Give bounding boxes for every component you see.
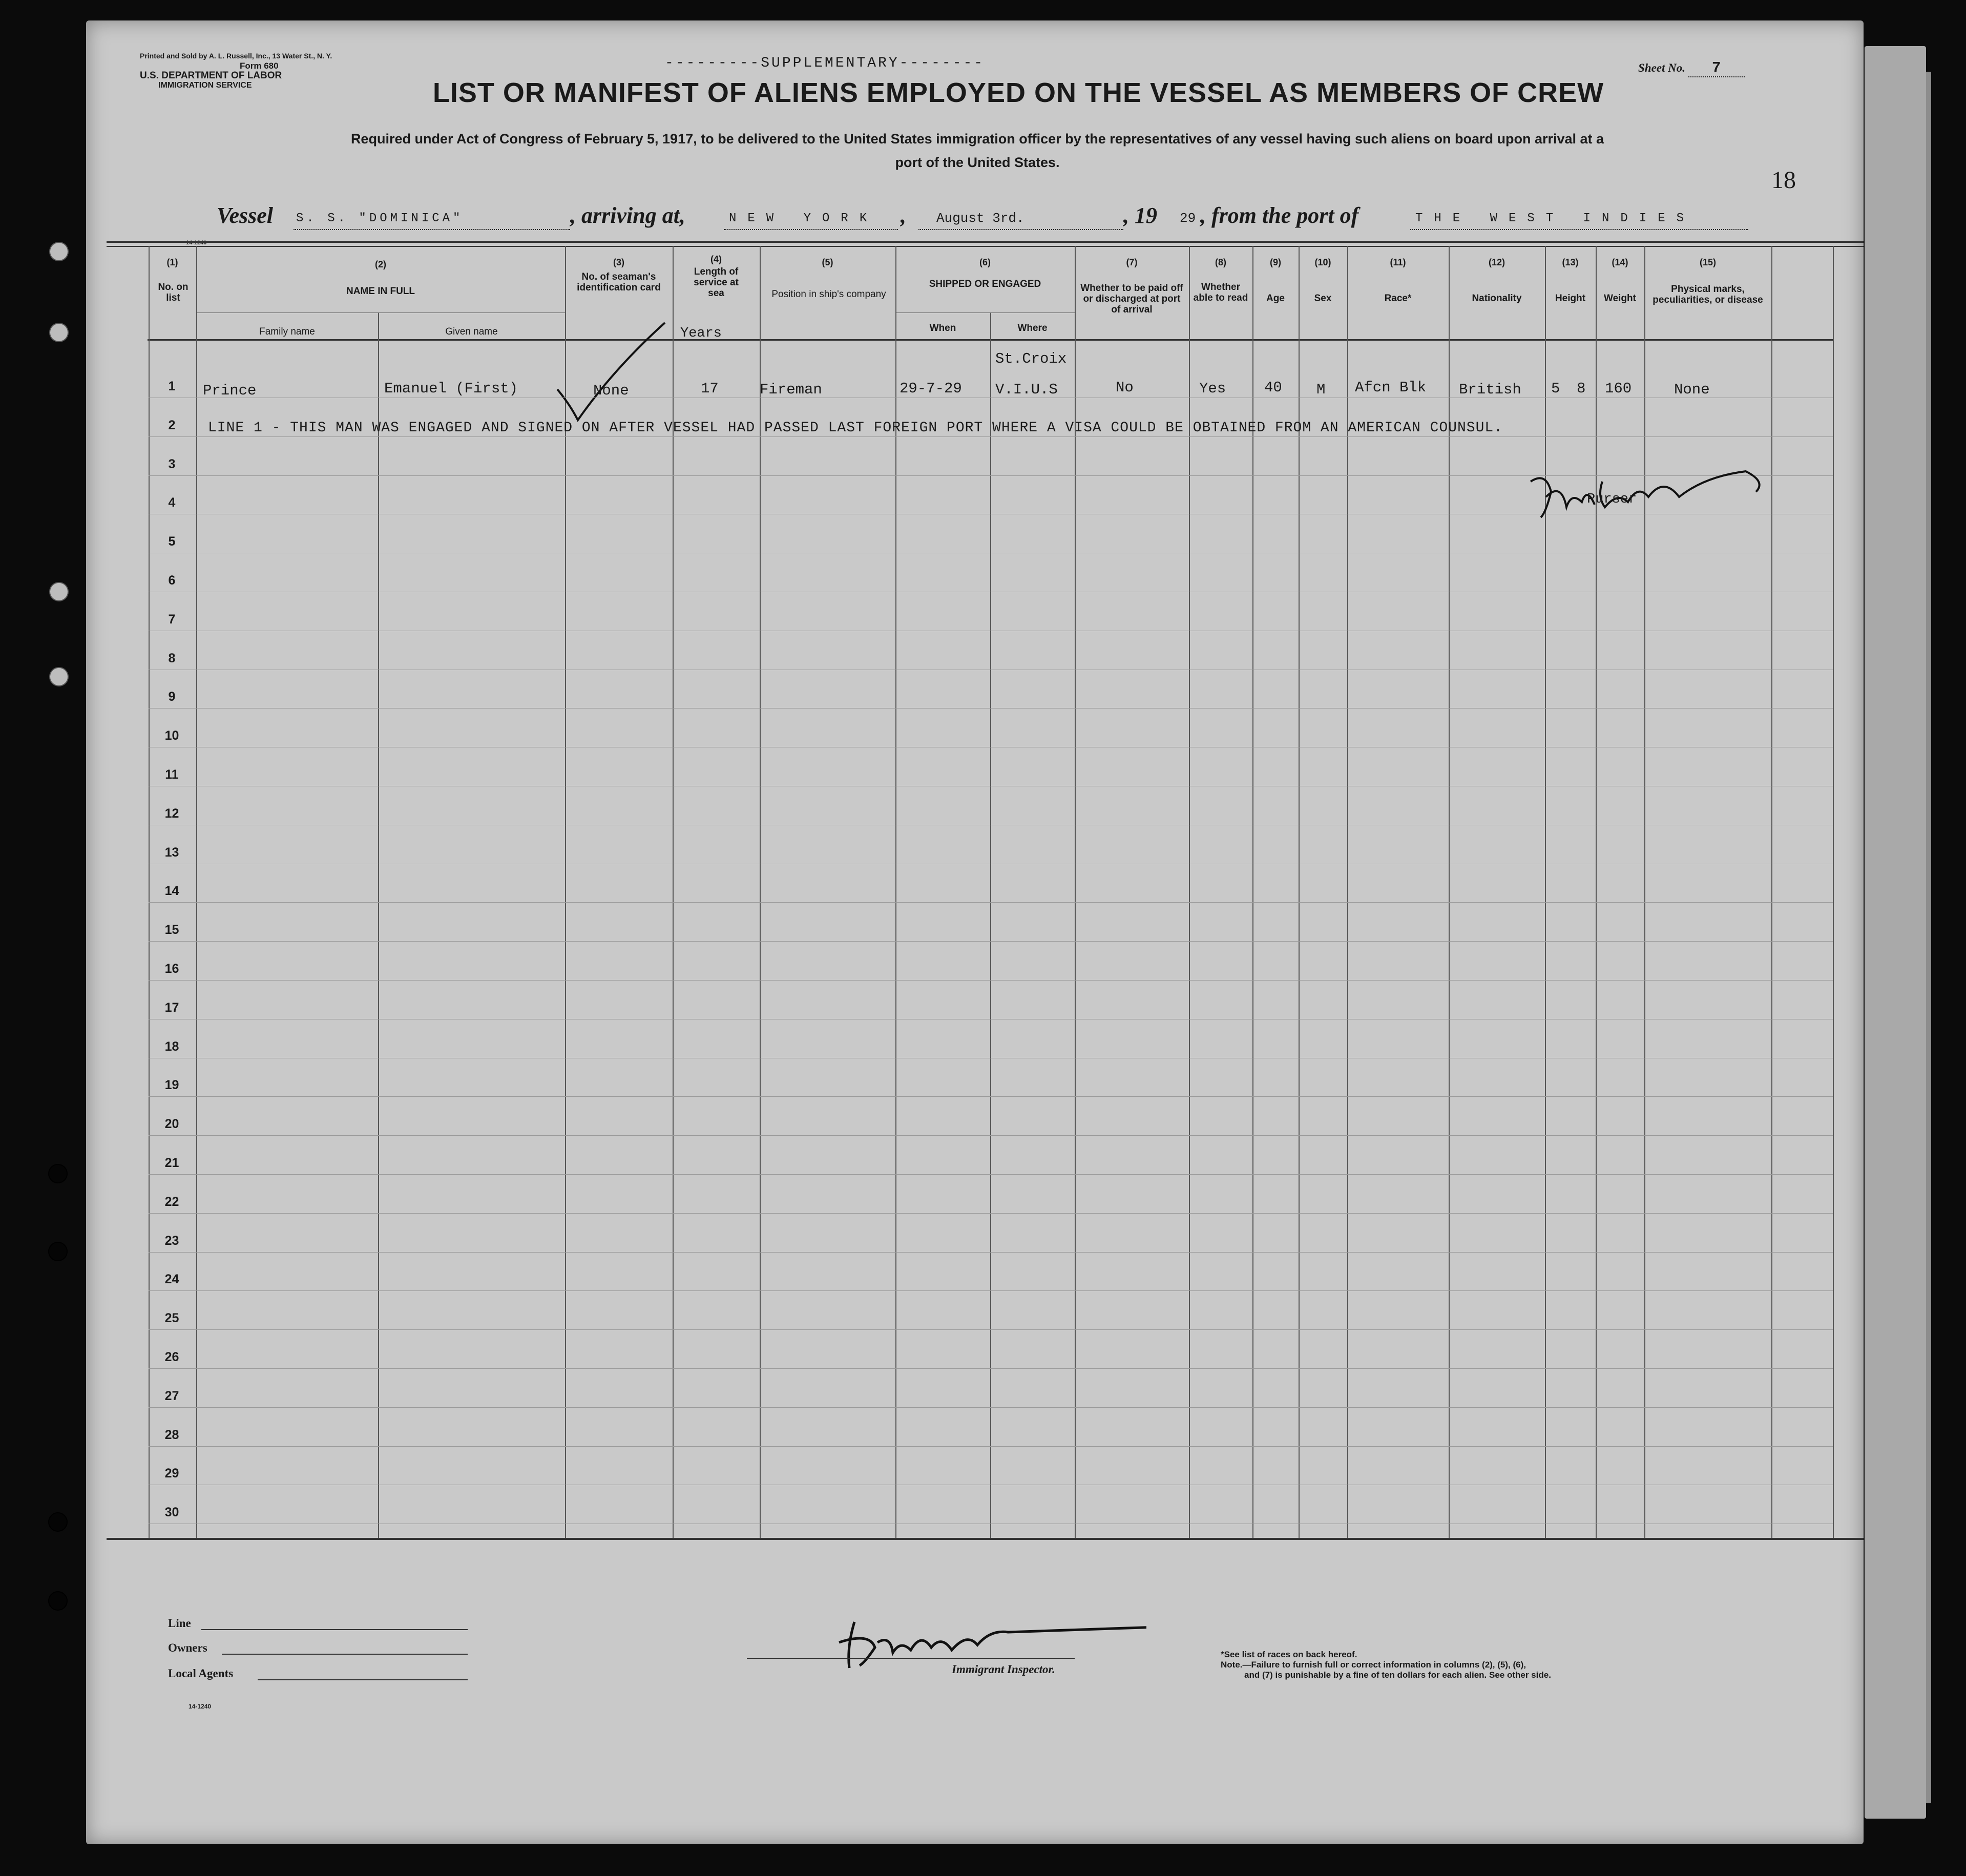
vessel-line	[217, 202, 1805, 233]
col14-number: (14)	[1612, 257, 1628, 267]
row-number: 11	[165, 767, 179, 782]
vessel-label: Vessel	[217, 203, 273, 228]
entry-service: 17	[701, 380, 719, 397]
col1-header: No. on list	[158, 282, 189, 303]
page-subtitle	[189, 127, 1766, 174]
row-number: 27	[164, 1388, 179, 1403]
col3-number: (3)	[613, 257, 624, 267]
row-number: 7	[168, 612, 176, 627]
years-note: Years	[680, 326, 722, 341]
row-rule	[149, 1096, 1833, 1097]
year-suffix: 29	[1180, 211, 1196, 226]
table-top-rule	[107, 241, 1864, 243]
footer-note-3: and (7) is punishable by a fine of ten dollars for each alien. See other side.	[1244, 1670, 1551, 1680]
row-number: 22	[164, 1194, 179, 1209]
col12-number: (12)	[1488, 257, 1505, 267]
col5-header: Position in ship's company	[771, 289, 886, 300]
footer-note-1: *See list of races on back hereof.	[1221, 1650, 1357, 1659]
subtitle-line-2: port of the United States.	[895, 155, 1060, 170]
footer-local-agents-label: Local Agents	[168, 1667, 234, 1680]
row-number: 23	[164, 1233, 179, 1248]
department-name: U.S. DEPARTMENT OF LABOR	[140, 70, 282, 81]
row-number: 12	[164, 806, 179, 821]
row-rule	[149, 1135, 1833, 1136]
col14-header: Weight	[1604, 293, 1636, 304]
row-number: 8	[168, 651, 176, 665]
arriving-port: NEW YORK	[729, 212, 879, 225]
col2-number: (2)	[375, 259, 386, 269]
col6-header: SHIPPED OR ENGAGED	[929, 279, 1041, 289]
row-number: 18	[164, 1039, 179, 1054]
stamp-number: 18	[1771, 166, 1796, 194]
row-rule	[149, 1213, 1833, 1214]
row-number: 15	[164, 923, 179, 937]
row-number: 3	[168, 456, 176, 471]
col2b-header: Given name	[445, 326, 498, 337]
row-number: 13	[164, 845, 179, 860]
row-rule	[149, 1446, 1833, 1447]
col8-header: Whether able to read	[1193, 282, 1248, 303]
col1-number: (1)	[166, 257, 178, 267]
footer-owners-label: Owners	[168, 1641, 207, 1654]
entry-height-in: 8	[1577, 380, 1586, 397]
row-number: 30	[164, 1505, 179, 1520]
entry-when: 29-7-29	[900, 380, 962, 397]
vessel-name: S. S. "DOMINICA"	[296, 212, 464, 225]
col13-header: Height	[1555, 293, 1586, 304]
purser-signature-icon	[1510, 461, 1776, 528]
manifest-sheet	[86, 20, 1864, 1844]
row-number: 5	[168, 534, 176, 549]
sheet-number: 7	[1688, 59, 1745, 77]
row-rule	[149, 1368, 1833, 1369]
entry-family-name: Prince	[203, 382, 257, 399]
checkmark-icon	[547, 312, 670, 430]
col13-number: (13)	[1562, 257, 1579, 267]
col10-header: Sex	[1314, 293, 1332, 304]
inspector-label: Immigrant Inspector.	[952, 1663, 1055, 1676]
row-number: 16	[164, 962, 179, 976]
punch-hole	[49, 323, 69, 342]
col2a-header: Family name	[259, 326, 315, 337]
entry-age: 40	[1264, 379, 1282, 396]
punch-hole	[48, 1512, 68, 1532]
entry-weight: 160	[1605, 380, 1632, 397]
row-number: 25	[164, 1311, 179, 1326]
row-rule	[149, 436, 1833, 437]
punch-hole	[48, 1242, 68, 1261]
entry-given-name: Emanuel (First)	[384, 380, 518, 397]
from-port-label: , from the port of	[1200, 203, 1359, 228]
footer-line-label: Line	[168, 1617, 191, 1630]
arriving-comma: ,	[901, 203, 906, 228]
form-code-top: 14-1240	[186, 240, 207, 246]
row-rule	[149, 941, 1833, 942]
col4-header: Length of service at sea	[694, 266, 739, 299]
row-number: 28	[164, 1427, 179, 1442]
form-number: Form 680	[240, 61, 279, 71]
entry-position: Fireman	[760, 381, 822, 398]
col6a-header: When	[929, 323, 956, 333]
col9-header: Age	[1266, 293, 1285, 304]
punch-hole	[48, 1164, 68, 1183]
col11-number: (11)	[1390, 257, 1406, 267]
col2-header: NAME IN FULL	[346, 286, 415, 297]
col8-number: (8)	[1215, 257, 1226, 267]
row-number: 4	[168, 495, 176, 510]
header-block	[140, 51, 386, 90]
entry-id-card: None	[593, 382, 629, 399]
remark-line: LINE 1 - THIS MAN WAS ENGAGED AND SIGNED ON AFTER VESSEL HAD PASSED LAST FOREIGN PORT WHERE A VISA COULD BE OBTAINED FROM AN AMERICAN COUNSUL.	[208, 420, 1503, 436]
purser-label: Purser	[1587, 492, 1637, 507]
punch-hole	[49, 667, 69, 686]
col9-number: (9)	[1270, 257, 1281, 267]
row-rule	[149, 1407, 1833, 1408]
page-edge	[1865, 46, 1926, 1819]
table-bottom-rule	[107, 1538, 1864, 1540]
row-number: 20	[164, 1117, 179, 1132]
row-number: 24	[164, 1272, 179, 1287]
punch-hole	[49, 242, 69, 261]
sheet-label: Sheet No.	[1638, 61, 1685, 74]
entry-where-line2: V.I.U.S	[995, 381, 1058, 398]
entry-sex: M	[1316, 381, 1326, 398]
arriving-label: , arriving at,	[570, 203, 685, 228]
col5-number: (5)	[822, 257, 833, 267]
entry-paid-off: No	[1116, 379, 1134, 396]
col4-number: (4)	[710, 254, 722, 264]
arrival-date: August 3rd.	[936, 211, 1024, 226]
row-number: 14	[164, 884, 179, 899]
footer-notes	[1221, 1650, 1784, 1680]
entry-race: Afcn Blk	[1355, 379, 1427, 396]
col15-number: (15)	[1699, 257, 1716, 267]
punch-hole	[48, 1591, 68, 1611]
page-title: LIST OR MANIFEST OF ALIENS EMPLOYED ON THE VESSEL AS MEMBERS OF CREW	[432, 77, 1604, 108]
from-port: THE WEST INDIES	[1415, 212, 1696, 225]
footer-note-2: Note.—Failure to furnish full or correct information in columns (2), (5), (6),	[1221, 1660, 1526, 1670]
col10-number: (10)	[1314, 257, 1331, 267]
subtitle-line-1: Required under Act of Congress of February 5, 1917, to be delivered to the United States immigration officer by the representatives of any vessel having such aliens on board upon arrival at a	[350, 131, 1604, 147]
row-rule	[149, 902, 1833, 903]
col15-header: Physical marks, peculiarities, or disease	[1653, 284, 1763, 305]
col6b-header: Where	[1017, 323, 1048, 333]
year-prefix: , 19	[1123, 203, 1157, 228]
entry-read: Yes	[1199, 380, 1226, 397]
row-rule	[149, 1290, 1833, 1291]
supplementary-label: ---------SUPPLEMENTARY--------	[665, 55, 985, 71]
col7-header: Whether to be paid off or discharged at port of arrival	[1080, 283, 1183, 315]
printer-line: Printed and Sold by A. L. Russell, Inc., 13 Water St., N. Y.	[140, 52, 332, 60]
col7-number: (7)	[1126, 257, 1138, 267]
row-number: 21	[164, 1156, 179, 1170]
entry-nationality: British	[1459, 381, 1521, 398]
entry-marks: None	[1674, 381, 1710, 398]
row-rule	[149, 980, 1833, 981]
service-name: IMMIGRATION SERVICE	[158, 81, 252, 90]
sheet-number-block	[1638, 59, 1745, 77]
row-number: 1	[168, 379, 176, 393]
row-number: 2	[168, 418, 176, 432]
row-number: 29	[164, 1466, 179, 1481]
col6-number: (6)	[979, 257, 991, 267]
row-number: 17	[164, 1000, 179, 1015]
entry-height-ft: 5	[1551, 380, 1560, 397]
col11-header: Race*	[1384, 293, 1412, 304]
row-rule	[149, 1174, 1833, 1175]
footer-form-code: 14-1240	[189, 1703, 212, 1710]
row-rule	[149, 1252, 1833, 1253]
row-number: 10	[164, 728, 179, 743]
entry-where-line1: St.Croix	[995, 350, 1067, 367]
row-rule	[149, 1329, 1833, 1330]
row-number: 19	[164, 1078, 179, 1093]
row-number: 26	[164, 1350, 179, 1364]
col3-header: No. of seaman's identification card	[577, 272, 661, 293]
row-number: 6	[168, 573, 176, 588]
row-number: 9	[168, 690, 176, 704]
col12-header: Nationality	[1472, 293, 1522, 304]
punch-hole	[49, 582, 69, 601]
